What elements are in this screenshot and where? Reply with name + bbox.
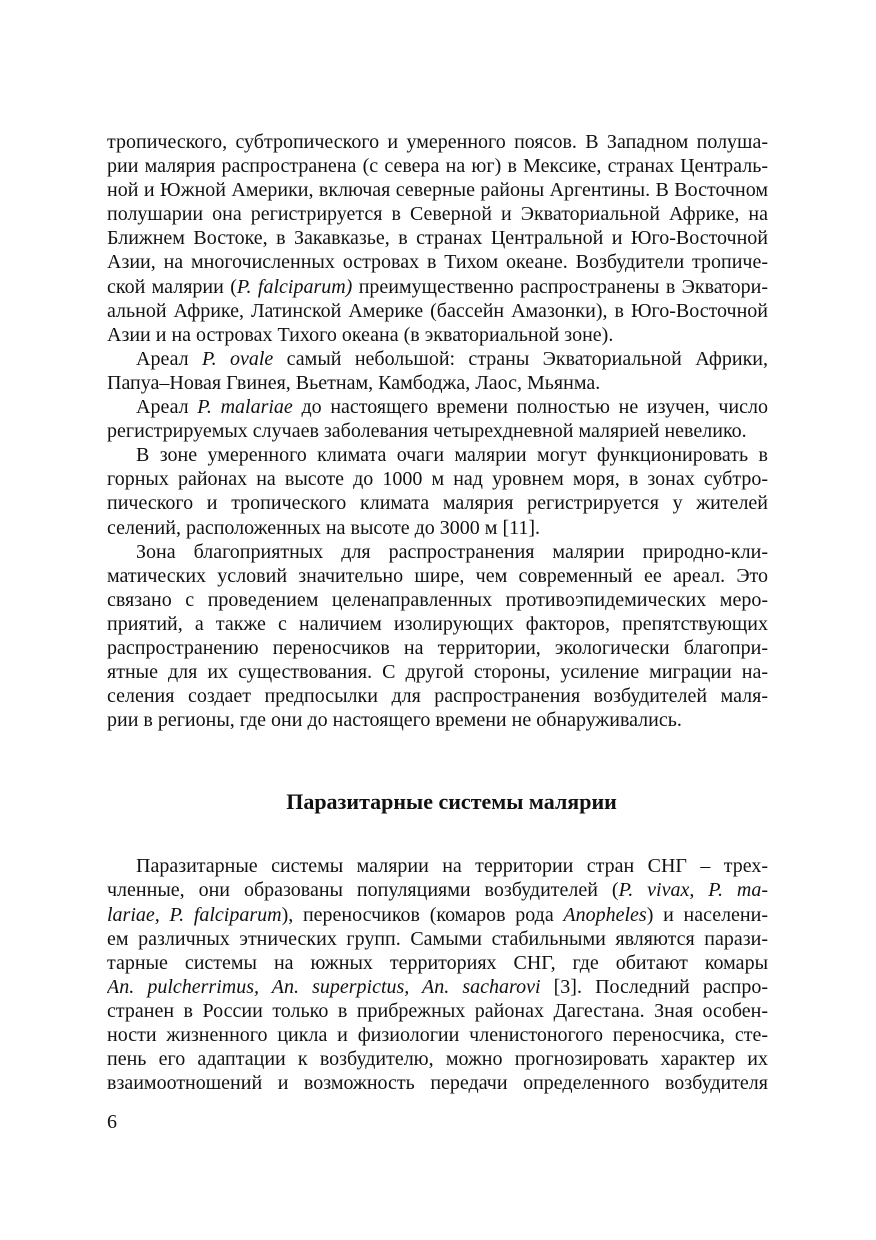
text-line <box>107 564 768 588</box>
text-line <box>107 1047 768 1071</box>
text-line <box>107 708 768 732</box>
text-run: В зоне умеренного климата очаги малярии могут функционировать в <box>136 444 768 467</box>
text-line <box>107 999 768 1023</box>
paragraph <box>107 854 768 1095</box>
italic-text: P. ovale <box>201 347 274 370</box>
text-line <box>107 419 768 443</box>
text-run: ной и Южной Америки, включая северные районы Аргентины. В Восточном <box>107 179 768 202</box>
text-line <box>107 1071 768 1095</box>
body-text-bottom <box>107 854 768 1095</box>
italic-text: An. pulcherrimus, An. superpictus, An. sacharovi <box>107 975 541 998</box>
section-heading: Паразитарные системы малярии <box>286 789 617 815</box>
text-run: Азии и на островах Тихого океана (в экваториальной зоне). <box>107 323 614 346</box>
text-line <box>107 130 768 154</box>
text-line <box>107 395 768 419</box>
text-line <box>107 347 768 371</box>
text-run: взаимоотношений и возможность передачи определенного возбудителя <box>107 1072 768 1095</box>
text-run: ности жизненного цикла и физиологии членистоногого переносчика, сте- <box>107 1024 768 1046</box>
text-run: тарные системы на южных территориях СНГ, где обитают комары <box>107 951 768 974</box>
text-line <box>107 178 768 202</box>
text-run: Азии, на многочисленных островах в Тихом океане. Возбудители тропиче- <box>107 251 768 274</box>
text-run: приятий, а также с наличием изолирующих факторов, препятствующих <box>107 612 768 635</box>
text-run: полушарии она регистрируется в Северной и Экваториальной Африке, на <box>107 203 768 226</box>
text-run: ), переносчиков (комаров рода <box>281 903 564 926</box>
text-run: странен в России только в прибрежных районах Дагестана. Зная особен- <box>107 999 768 1022</box>
page-number: 6 <box>107 1111 117 1133</box>
text-run: преимущественно распространены в Экватори- <box>352 275 768 298</box>
text-line <box>107 660 768 684</box>
text-line <box>107 854 768 878</box>
text-line <box>107 299 768 323</box>
text-line <box>107 443 768 467</box>
text-run: регистрируемых случаев заболевания четырехдневной малярией невелико. <box>107 420 747 443</box>
text-run: горных районах на высоте до 1000 м над уровнем моря, в зонах субтро- <box>107 468 768 491</box>
text-run: Ареал <box>136 347 202 370</box>
text-line <box>107 371 768 395</box>
text-run: селения создает предпосылки для распространения возбудителей маля- <box>107 685 768 708</box>
page-body <box>107 130 768 1095</box>
text-line <box>107 250 768 274</box>
paragraph <box>107 347 768 395</box>
text-run: альной Африке, Латинской Америке (бассейн Амазонки), в Юго-Восточной <box>107 299 768 322</box>
text-run: [3]. Последний распро- <box>540 975 768 998</box>
italic-text: P. vivax, P. ma- <box>618 879 768 902</box>
paragraph <box>107 540 768 733</box>
text-line <box>107 226 768 250</box>
text-run: ятные для их существования. С другой стороны, усиление миграции на- <box>107 661 768 684</box>
text-line <box>107 878 768 902</box>
body-text-top <box>107 130 768 732</box>
text-line <box>107 636 768 660</box>
italic-text: P. malariae <box>197 396 293 419</box>
text-line <box>107 612 768 636</box>
paragraph <box>107 395 768 443</box>
text-run: Папуа–Новая Гвинея, Вьетнам, Камбоджа, Лаос, Мьянма. <box>107 371 601 394</box>
text-run: пень его адаптации к возбудителю, можно прогнозировать характер их <box>107 1048 768 1071</box>
text-line <box>107 975 768 999</box>
text-run: связано с проведением целенаправленных противоэпидемических меро- <box>107 588 768 611</box>
text-run: до настоящего времени полностью не изучен, число <box>292 396 768 419</box>
text-run: Паразитарные системы малярии на территории стран СНГ – трех- <box>136 855 768 878</box>
text-line <box>107 588 768 612</box>
text-line <box>107 1023 768 1047</box>
text-run: ской малярии ( <box>107 275 237 298</box>
paragraph <box>107 443 768 539</box>
text-run: Ареал <box>136 396 198 419</box>
text-run: Зона благоприятных для распространения малярии природно-кли- <box>136 540 768 563</box>
text-line <box>107 275 768 299</box>
italic-text: Anopheles <box>563 903 647 926</box>
text-line <box>107 467 768 491</box>
text-run: матических условий значительно шире, чем современный ее ареал. Это <box>107 564 768 587</box>
text-line <box>107 927 768 951</box>
text-line <box>107 323 768 347</box>
text-run: членные, они образованы популяциями возбудителей ( <box>107 879 619 902</box>
italic-text: lariae, P. falciparum <box>107 903 282 926</box>
text-line <box>107 951 768 975</box>
text-run: пического и тропического климата малярия регистрируется у жителей <box>107 492 768 515</box>
paragraph <box>107 130 768 347</box>
italic-text: P. falciparum) <box>236 275 353 298</box>
text-line <box>107 154 768 178</box>
spacer <box>107 815 768 854</box>
text-run: рии малярия распространена (с севера на юг) в Мексике, странах Централь- <box>107 155 768 178</box>
text-line <box>107 903 768 927</box>
spacer <box>107 732 768 789</box>
text-line <box>107 491 768 515</box>
text-run: ем различных этнических групп. Самыми стабильными являются парази- <box>107 927 768 950</box>
text-run: самый небольшой: страны Экваториальной Африки, <box>273 347 768 370</box>
text-line <box>107 684 768 708</box>
text-run: селений, расположенных на высоте до 3000 м [11]. <box>107 516 541 539</box>
text-run: Ближнем Востоке, в Закавказье, в странах Центральной и Юго-Восточной <box>107 227 768 250</box>
text-run: рии в регионы, где они до настоящего времени не обнаруживались. <box>107 709 682 732</box>
text-line <box>107 202 768 226</box>
text-run: распространению переносчиков на территории, экологически благопри- <box>107 636 768 659</box>
text-run: ) и населени- <box>646 903 768 926</box>
text-run: тропического, субтропического и умеренного поясов. В Западном полуша- <box>107 131 768 153</box>
text-line <box>107 540 768 564</box>
text-line <box>107 516 768 540</box>
